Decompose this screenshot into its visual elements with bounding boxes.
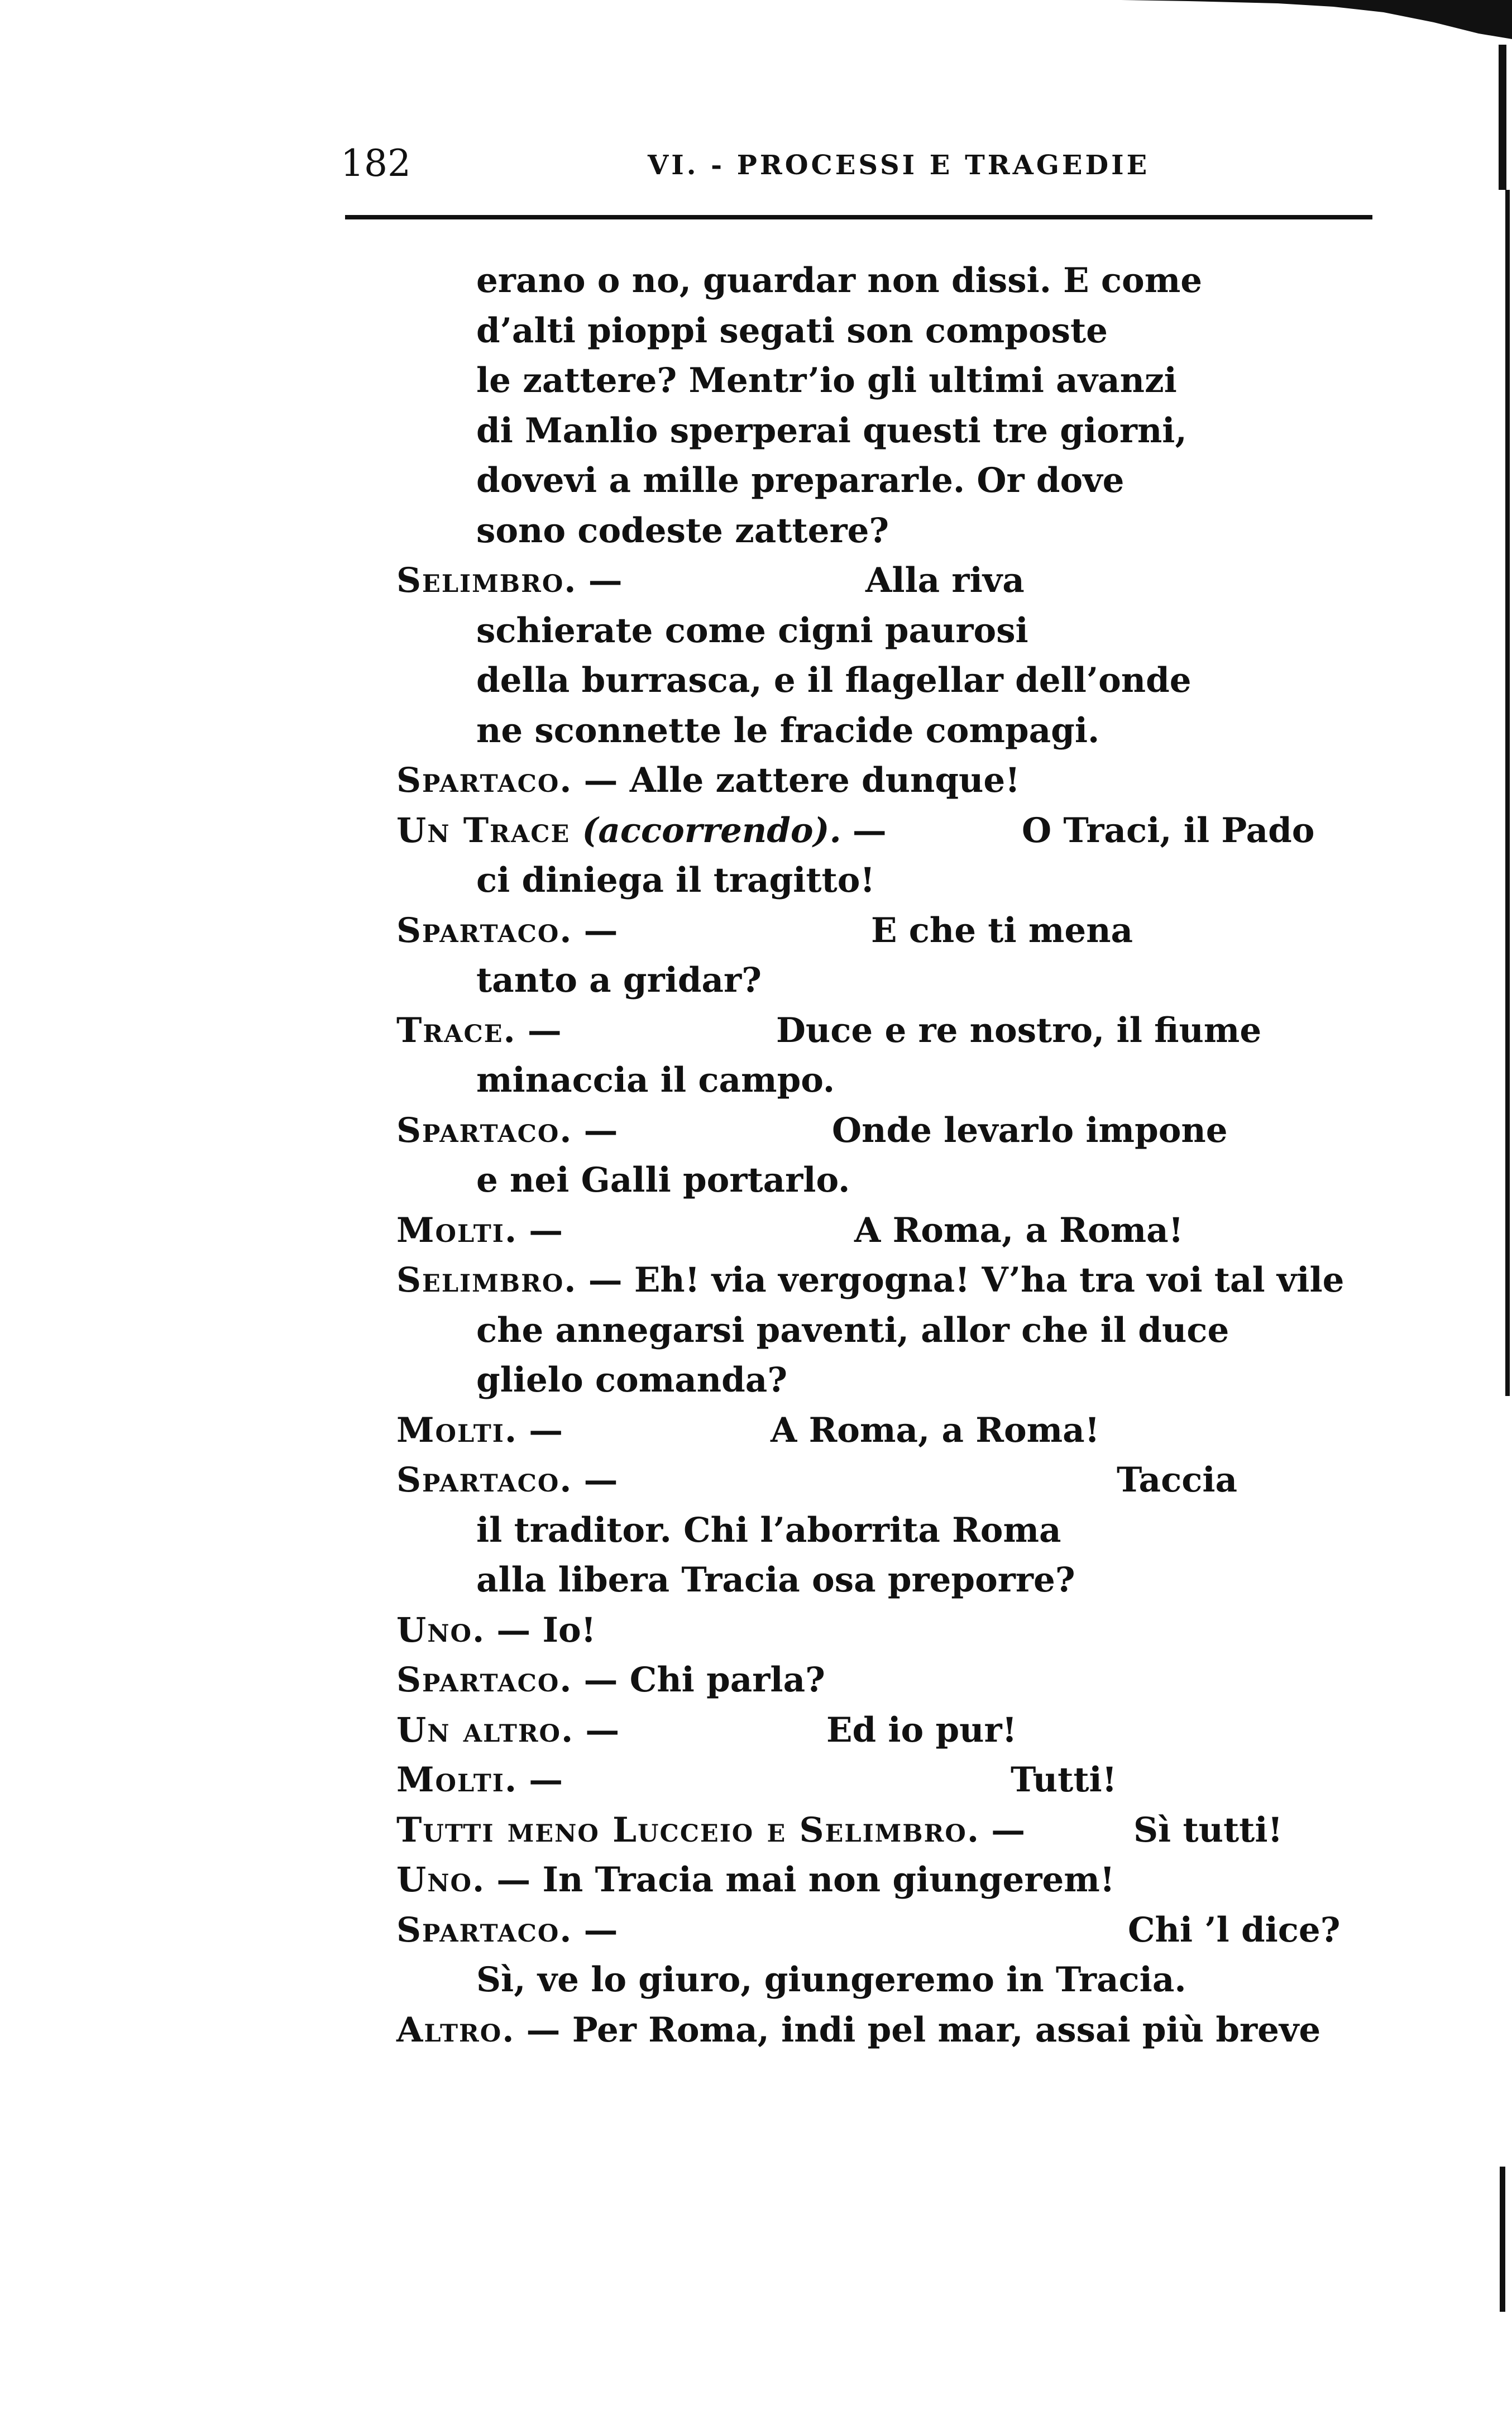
speaker-line — [396, 906, 1379, 956]
running-title: VI. - PROCESSI E TRAGEDIE — [648, 150, 1150, 181]
verse-text: dovevi a mille prepararle. Or dove — [476, 461, 1125, 500]
speaker-name: Un altro. — [396, 1710, 575, 1750]
dialogue-text — [396, 256, 1379, 2055]
verse-text: d’alti pioppi segati son composte — [476, 310, 1108, 351]
speech-dash: — — [585, 1710, 620, 1750]
speaker-name: Spartaco. — [396, 1460, 573, 1500]
speech-dash: — — [529, 1210, 563, 1250]
speaker-name: Trace. — [396, 1010, 516, 1050]
verse-line — [396, 656, 1379, 706]
verse-line — [396, 706, 1379, 756]
speech-dash: — — [583, 1460, 618, 1500]
speech-text: Chi parla? — [629, 1660, 825, 1700]
speech-text: In Tracia mai non giungerem! — [542, 1860, 1115, 1900]
speaker-line — [396, 1255, 1379, 1306]
speech-dash: — — [588, 561, 623, 600]
speech-text: Duce e re nostro, il fiume — [776, 1010, 1262, 1050]
speech-text: A Roma, a Roma! — [771, 1410, 1100, 1450]
speech-text: E che ti mena — [871, 910, 1133, 950]
speaker-name: Molti. — [396, 1210, 518, 1250]
verse-line — [396, 256, 1379, 306]
speech-text: A Roma, a Roma! — [854, 1210, 1184, 1250]
speaker-name: Spartaco. — [396, 1660, 573, 1700]
scan-edge-shadow — [1121, 0, 1512, 45]
page-number: 182 — [341, 142, 411, 185]
header-rule — [345, 215, 1372, 219]
speaker-name: Selimbro. — [396, 561, 577, 600]
speaker-name: Uno. — [396, 1610, 486, 1650]
speech-dash: — — [583, 1910, 618, 1950]
speech-text: Per Roma, indi pel mar, assai più breve — [572, 2010, 1321, 2050]
speech-text: Tutti! — [1011, 1760, 1117, 1800]
verse-line — [396, 406, 1379, 456]
verse-line — [396, 456, 1379, 506]
speaker-line — [396, 2005, 1379, 2055]
speaker-line — [396, 1006, 1379, 1056]
speech-text: Chi ’l dice? — [1128, 1910, 1341, 1950]
speech-text: Sì tutti! — [1133, 1810, 1283, 1850]
verse-line — [396, 356, 1379, 406]
speech-dash: — — [583, 910, 618, 950]
speech-dash: — — [526, 2010, 561, 2050]
verse-text: glielo comanda? — [476, 1360, 788, 1400]
speaker-name: Spartaco. — [396, 910, 573, 950]
speaker-name: Molti. — [396, 1760, 518, 1800]
speaker-name: Un Trace — [396, 810, 571, 850]
speaker-name: Selimbro. — [396, 1260, 577, 1300]
verse-line — [396, 1055, 1379, 1106]
stage-direction: (accorrendo). — [582, 810, 841, 850]
scan-edge-line — [1505, 190, 1510, 1396]
speaker-name: Altro. — [396, 2010, 515, 2050]
verse-text: alla libera Tracia osa preporre? — [476, 1560, 1075, 1600]
verse-line — [396, 1355, 1379, 1405]
verse-line — [396, 606, 1379, 656]
verse-line — [396, 1555, 1379, 1605]
speech-text: Onde levarlo impone — [832, 1110, 1228, 1150]
speaker-line — [396, 756, 1379, 806]
speech-text: Taccia — [1117, 1460, 1238, 1500]
speaker-name: Spartaco. — [396, 1910, 573, 1950]
verse-text: sono codeste zattere? — [476, 510, 889, 551]
verse-text: minaccia il campo. — [476, 1060, 835, 1100]
verse-line — [396, 1505, 1379, 1556]
speech-text: Eh! via vergogna! V’ha tra voi tal vile — [634, 1260, 1344, 1300]
verse-line — [396, 1155, 1379, 1206]
verse-text: erano o no, guardar non dissi. E come — [476, 261, 1203, 300]
speaker-name: Tutti meno Lucceio e Selimbro. — [396, 1810, 980, 1850]
verse-text: ci diniega il tragitto! — [476, 860, 875, 900]
speaker-line — [396, 1855, 1379, 1905]
speaker-line — [396, 1805, 1379, 1856]
speech-text: Alla riva — [865, 561, 1025, 600]
speech-text: Ed io pur! — [826, 1710, 1017, 1750]
speech-text: Io! — [542, 1610, 596, 1650]
verse-text: schierate come cigni paurosi — [476, 610, 1028, 651]
verse-text: il traditor. Chi l’aborrita Roma — [476, 1510, 1061, 1550]
speech-dash: — — [588, 1260, 623, 1300]
verse-line — [396, 1955, 1379, 2005]
running-header — [341, 138, 1379, 189]
speaker-line — [396, 1755, 1379, 1805]
speech-dash: — — [583, 761, 618, 800]
speaker-line — [396, 1206, 1379, 1256]
verse-text: tanto a gridar? — [476, 960, 762, 1000]
speaker-line — [396, 1605, 1379, 1656]
speaker-line — [396, 1905, 1379, 1956]
speaker-name: Uno. — [396, 1860, 486, 1900]
speaker-line — [396, 556, 1379, 606]
speech-dash: — — [852, 810, 887, 850]
speaker-line — [396, 806, 1379, 856]
speaker-line — [396, 1655, 1379, 1705]
speech-dash: — — [496, 1610, 531, 1650]
speaker-line — [396, 1455, 1379, 1505]
speaker-name: Spartaco. — [396, 761, 573, 800]
verse-text: ne sconnette le fracide compagi. — [476, 710, 1100, 750]
scan-edge-line — [1500, 2167, 1505, 2312]
speaker-line — [396, 1106, 1379, 1156]
verse-text: Sì, ve lo giuro, giungeremo in Tracia. — [476, 1960, 1186, 2000]
verse-text: che annegarsi paventi, allor che il duce — [476, 1310, 1229, 1350]
speech-dash: — — [583, 1660, 618, 1700]
verse-line — [396, 1306, 1379, 1356]
verse-line — [396, 855, 1379, 906]
verse-text: della burrasca, e il flagellar dell’onde — [476, 661, 1192, 700]
verse-text: e nei Galli portarlo. — [476, 1160, 850, 1200]
speaker-name: Spartaco. — [396, 1110, 573, 1150]
speaker-line — [396, 1405, 1379, 1456]
speech-dash: — — [496, 1860, 531, 1900]
speech-dash: — — [529, 1410, 563, 1450]
speech-text: O Traci, il Pado — [1022, 810, 1315, 850]
speech-dash: — — [991, 1810, 1026, 1850]
speech-text: Alle zattere dunque! — [629, 761, 1020, 800]
speech-dash: — — [583, 1110, 618, 1150]
speaker-name: Molti. — [396, 1410, 518, 1450]
speech-dash: — — [527, 1010, 562, 1050]
verse-line — [396, 506, 1379, 556]
speech-dash: — — [529, 1760, 563, 1800]
speaker-line — [396, 1705, 1379, 1756]
verse-text: di Manlio sperperai questi tre giorni, — [476, 410, 1187, 451]
scan-edge-line — [1499, 45, 1506, 190]
verse-text: le zattere? Mentr’io gli ultimi avanzi — [476, 361, 1177, 400]
verse-line — [396, 955, 1379, 1006]
verse-line — [396, 306, 1379, 356]
